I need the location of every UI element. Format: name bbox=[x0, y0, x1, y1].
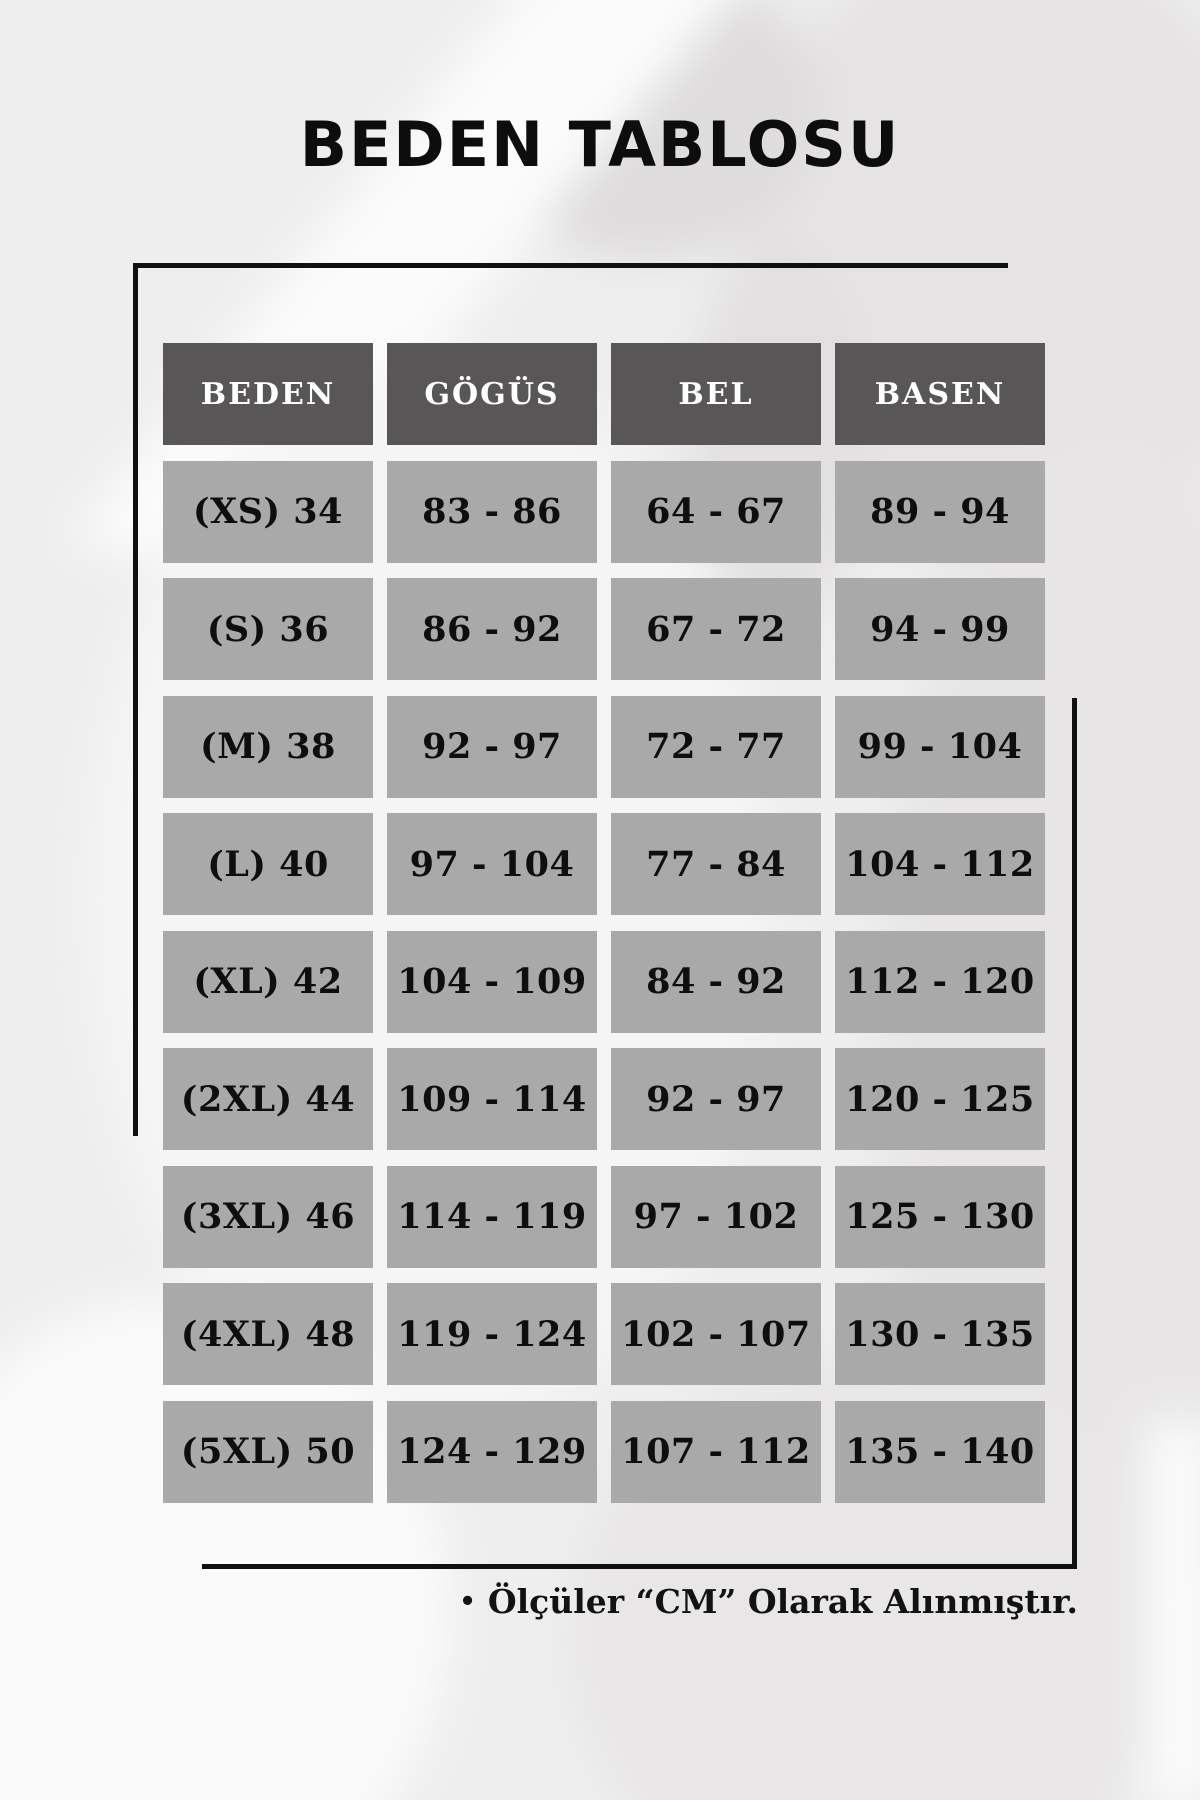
measurement-cell: 135 - 140 bbox=[835, 1401, 1045, 1503]
measurement-cell: 89 - 94 bbox=[835, 461, 1045, 563]
measurement-cell: 92 - 97 bbox=[387, 696, 597, 798]
size-label-cell: (2XL) 44 bbox=[163, 1048, 373, 1150]
measurement-cell: 114 - 119 bbox=[387, 1166, 597, 1268]
measurement-cell: 125 - 130 bbox=[835, 1166, 1045, 1268]
measurement-cell: 102 - 107 bbox=[611, 1283, 821, 1385]
size-label-cell: (XL) 42 bbox=[163, 931, 373, 1033]
measurement-cell: 112 - 120 bbox=[835, 931, 1045, 1033]
footnote bbox=[0, 1582, 1078, 1621]
decorative-bracket-right-line bbox=[1072, 698, 1077, 1569]
column-header: BASEN bbox=[835, 343, 1045, 445]
size-label-cell: (4XL) 48 bbox=[163, 1283, 373, 1385]
measurement-cell: 84 - 92 bbox=[611, 931, 821, 1033]
size-label-cell: (5XL) 50 bbox=[163, 1401, 373, 1503]
size-table bbox=[163, 343, 1045, 1503]
bullet-icon: • bbox=[459, 1587, 476, 1617]
column-header: BEL bbox=[611, 343, 821, 445]
measurement-cell: 107 - 112 bbox=[611, 1401, 821, 1503]
size-label-cell: (L) 40 bbox=[163, 813, 373, 915]
measurement-cell: 120 - 125 bbox=[835, 1048, 1045, 1150]
measurement-cell: 109 - 114 bbox=[387, 1048, 597, 1150]
size-label-cell: (XS) 34 bbox=[163, 461, 373, 563]
decorative-bracket-bottom-line bbox=[202, 1564, 1077, 1569]
footnote-text: Ölçüler “CM” Olarak Alınmıştır. bbox=[487, 1582, 1078, 1621]
measurement-cell: 83 - 86 bbox=[387, 461, 597, 563]
measurement-cell: 77 - 84 bbox=[611, 813, 821, 915]
size-label-cell: (3XL) 46 bbox=[163, 1166, 373, 1268]
measurement-cell: 130 - 135 bbox=[835, 1283, 1045, 1385]
size-label-cell: (S) 36 bbox=[163, 578, 373, 680]
decorative-bracket-top-line bbox=[133, 263, 1008, 268]
measurement-cell: 97 - 104 bbox=[387, 813, 597, 915]
column-header: GÖGÜS bbox=[387, 343, 597, 445]
measurement-cell: 72 - 77 bbox=[611, 696, 821, 798]
measurement-cell: 119 - 124 bbox=[387, 1283, 597, 1385]
column-header: BEDEN bbox=[163, 343, 373, 445]
page-title: BEDEN TABLOSU bbox=[299, 108, 901, 181]
measurement-cell: 67 - 72 bbox=[611, 578, 821, 680]
measurement-cell: 99 - 104 bbox=[835, 696, 1045, 798]
measurement-cell: 64 - 67 bbox=[611, 461, 821, 563]
measurement-cell: 86 - 92 bbox=[387, 578, 597, 680]
decorative-bracket-left-line bbox=[133, 263, 138, 1136]
measurement-cell: 104 - 109 bbox=[387, 931, 597, 1033]
measurement-cell: 97 - 102 bbox=[611, 1166, 821, 1268]
measurement-cell: 92 - 97 bbox=[611, 1048, 821, 1150]
measurement-cell: 94 - 99 bbox=[835, 578, 1045, 680]
size-label-cell: (M) 38 bbox=[163, 696, 373, 798]
measurement-cell: 124 - 129 bbox=[387, 1401, 597, 1503]
measurement-cell: 104 - 112 bbox=[835, 813, 1045, 915]
